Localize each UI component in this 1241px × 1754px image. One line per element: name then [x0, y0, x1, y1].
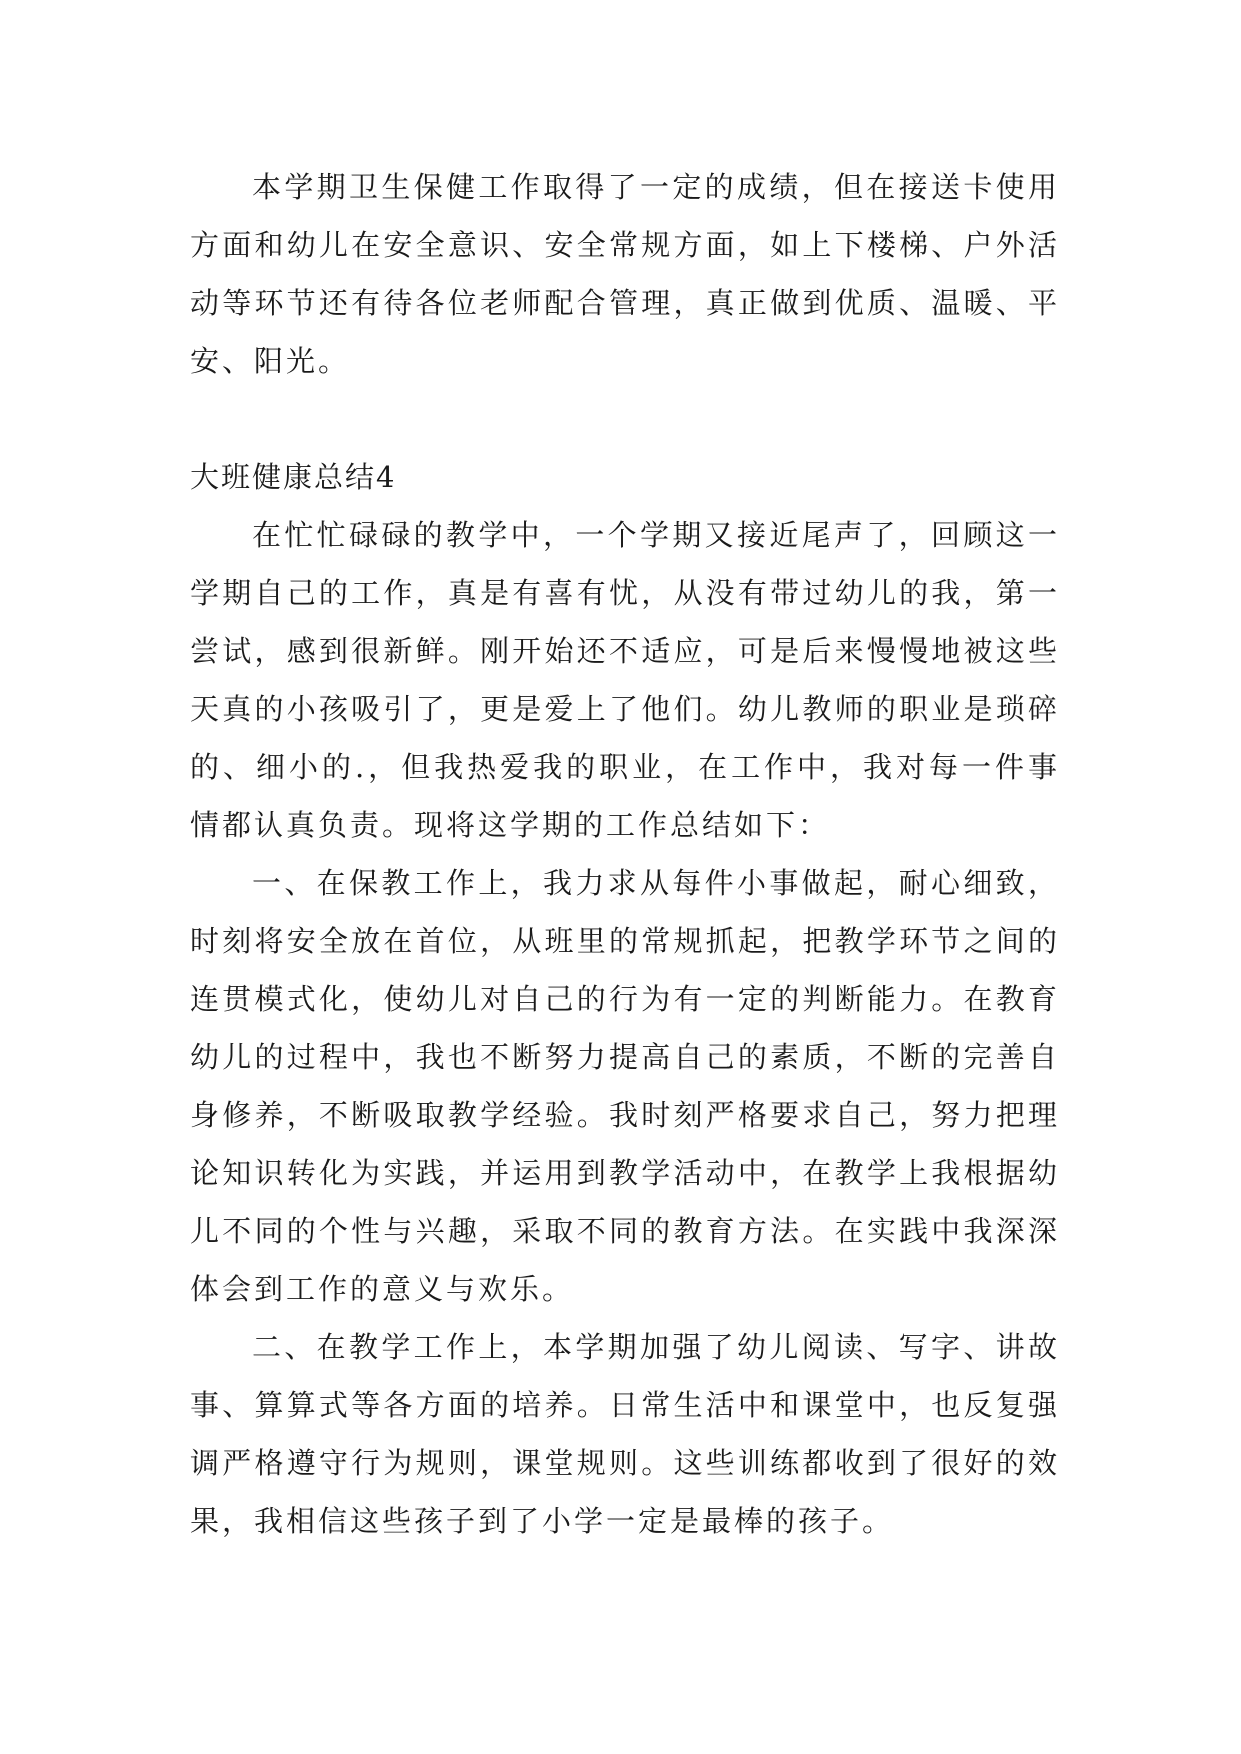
section-heading: 大班健康总结4 [190, 460, 397, 494]
summary-body [190, 506, 1060, 1550]
paragraph-teaching-work: 二、在教学工作上，本学期加强了幼儿阅读、写字、讲故事、算算式等各方面的培养。日常生活中和课堂中，也反复强调严格遵守行为规则，课堂规则。这些训练都收到了很好的效果，我相信这些孩子到了小学一定是最棒的孩子。 [190, 1330, 1060, 1538]
paragraph-care-work: 一、在保教工作上，我力求从每件小事做起，耐心细致，时刻将安全放在首位，从班里的常规抓起，把教学环节之间的连贯模式化，使幼儿对自己的行为有一定的判断能力。在教育幼儿的过程中，我也不断努力提高自己的素质，不断的完善自身修养，不断吸取教学经验。我时刻严格要求自己，努力把理论知识转化为实践，并运用到教学活动中，在教学上我根据幼儿不同的个性与兴趣，采取不同的教育方法。在实践中我深深体会到工作的意义与欢乐。 [190, 866, 1060, 1306]
paragraph-opening: 在忙忙碌碌的教学中，一个学期又接近尾声了，回顾这一学期自己的工作，真是有喜有忧，从没有带过幼儿的我，第一尝试，感到很新鲜。刚开始还不适应，可是后来慢慢地被这些天真的小孩吸引了，更是爱上了他们。幼儿教师的职业是琐碎的、细小的.，但我热爱我的职业，在工作中，我对每一件事情都认真负责。现将这学期的工作总结如下： [190, 518, 1060, 842]
intro-block [190, 158, 1060, 390]
intro-paragraph: 本学期卫生保健工作取得了一定的成绩，但在接送卡使用方面和幼儿在安全意识、安全常规方面，如上下楼梯、户外活动等环节还有待各位老师配合管理，真正做到优质、温暖、平安、阳光。 [190, 170, 1060, 378]
